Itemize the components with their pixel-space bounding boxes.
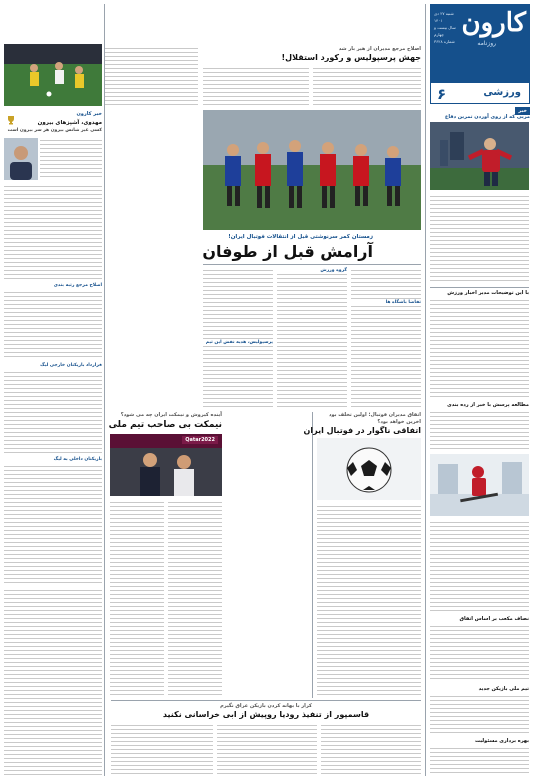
right-col-text-7 — [430, 746, 529, 776]
bottom-story-col-2 — [217, 723, 317, 776]
right-col-text-2 — [430, 298, 529, 398]
main-story-kicker: زمستان کمر سرنوشتی قبل از انتقالات فوتبال ایران! — [228, 234, 373, 240]
bottom-story-col-1 — [321, 723, 421, 776]
page-number: ۶ — [437, 85, 447, 103]
bottom-story-kicker: کرار با بهانه کردن بازیکن عراق نگیرم — [220, 703, 312, 709]
right-col-text-1 — [430, 194, 529, 284]
main-story-col-2 — [277, 268, 347, 408]
left-col-sub-1: اصلاح مرجع رتبه بندی — [53, 283, 102, 288]
section-name: ورزشی — [483, 87, 521, 98]
masthead-date: شنبه ۲۷ دی ۱۴۰۱ — [434, 11, 454, 23]
right-col-heading-5: بهره برداری مسئولیت — [474, 738, 529, 744]
column-divider — [312, 412, 313, 698]
masthead-issue: شماره ۳۶۲۸ — [434, 39, 455, 44]
divider — [111, 700, 421, 701]
masthead-date-block — [434, 10, 462, 45]
right-col-text-3 — [430, 410, 529, 450]
main-story-subhead-1: پرسپولیس، هدیه نقش این تیم — [203, 340, 273, 345]
divider — [203, 264, 421, 265]
left-col-sub-2: قرارداد بازیکنان خارجی لیگ — [40, 363, 102, 368]
portrait-photo — [4, 138, 38, 180]
ball-story-kicker-2: اخرین خواهد بود؟ — [377, 419, 421, 425]
bottom-story-col-3 — [111, 723, 213, 776]
left-col-kicker: خبر کارون — [76, 111, 102, 117]
main-team-photo — [203, 110, 421, 230]
top-right-headline: مربی که از روی آوردن تمرین دفاع — [444, 114, 530, 120]
stadium-story-col-2 — [168, 500, 222, 696]
match-photo-top — [4, 44, 102, 106]
right-col-text-6 — [430, 694, 529, 734]
column-divider — [425, 4, 426, 776]
left-col-text-2 — [4, 184, 102, 280]
main-story-subhead-3: گروه ورزش — [277, 268, 347, 273]
photo-watermark: Qatar2022 — [182, 436, 218, 444]
ball-story-text — [317, 504, 421, 696]
right-col-text-4 — [430, 520, 529, 612]
section-bar — [430, 82, 530, 104]
center-top-text-2 — [203, 66, 309, 106]
left-col-text-3 — [4, 290, 102, 360]
main-story-col-3 — [203, 268, 273, 408]
center-top-kicker: اصلاح مرجع مدیران از هیر بار شد — [338, 46, 421, 52]
left-col-text-5 — [4, 464, 102, 584]
right-col-heading-4: تیم ملی بازیکن جدید — [478, 686, 529, 692]
stadium-story-col-1 — [110, 500, 164, 696]
center-top-text-1 — [313, 66, 421, 106]
divider — [430, 287, 529, 288]
left-col-headline: مهدوی، آشپزهای بیرون — [37, 120, 102, 126]
left-col-sub-3: بازیکنان داخلی به لیگ — [53, 457, 102, 462]
goalkeeper-photo — [430, 122, 529, 190]
right-col-heading-1: با این توضیحات مدیر اخبار ورزش — [447, 290, 529, 296]
column-divider — [104, 4, 105, 776]
news-kicker-badge: خبر — [515, 107, 530, 115]
trophy-icon — [6, 110, 16, 120]
left-col-subheadline: کسی غیر شانس بیرون هر سر بیرون است — [7, 128, 102, 133]
right-col-text-5 — [430, 624, 529, 682]
stadium-story-kicker: آینده کیروش و نیمکت ایران چه می شود؟ — [120, 412, 222, 418]
bottom-story-headline: قاسمپور از تنفیذ رودیا روپیش از ابی خراسانی نکنید — [162, 710, 370, 719]
right-col-heading-3: نصاف مکعب بر اساس اتفاق — [459, 616, 529, 622]
right-col-heading-2: مطالعه پرسش با خبر از رده بندی — [447, 402, 529, 408]
main-story-subhead-2: تقاضا باشگاه ها — [351, 300, 421, 305]
ball-story-kicker: اتفاق مدیران فوتبال؛ اولین تخلف بود — [328, 412, 421, 418]
masthead-logo: کارون — [461, 8, 526, 38]
top-left-text — [104, 46, 198, 106]
main-story-headline: آرامش قبل از طوفان — [202, 242, 373, 261]
center-top-headline: جهش پرسپولیس و رکورد استقلال! — [281, 53, 421, 62]
left-col-text-1 — [40, 138, 102, 180]
stadium-story-headline: نیمکت بی صاحب تیم ملی — [108, 420, 222, 430]
left-col-text-4 — [4, 370, 102, 454]
masthead-tagline: روزنامه — [477, 40, 496, 47]
left-col-text-6 — [4, 588, 102, 776]
soccer-ball-photo — [317, 438, 421, 500]
coaches-photo — [110, 434, 222, 496]
masthead-year: سال بیست و چهارم — [434, 25, 456, 37]
ball-story-headline: اتفاقی ناگوار در فوتبال ایران — [303, 426, 421, 435]
athlete-photo — [430, 454, 529, 516]
main-story-col-1 — [351, 268, 421, 408]
